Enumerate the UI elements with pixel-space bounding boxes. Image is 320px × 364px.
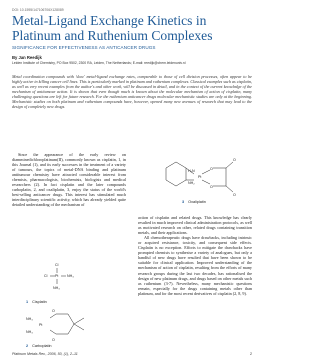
cisplatin-structure — [12, 256, 126, 298]
page-number: 2 — [250, 352, 252, 356]
article-title: Metal-Ligand Exchange Kinetics in Platinum and Ruthenium Complexes — [12, 13, 213, 43]
figure-number: 2 — [26, 344, 29, 348]
figure-name: Carboplatin — [32, 344, 52, 348]
cl-label-top: Cl — [55, 263, 59, 267]
o-label-bottom: O — [52, 338, 55, 342]
figure-caption — [26, 300, 47, 304]
figure-number: 1 — [26, 300, 29, 304]
doi: DOI: 10.1595/147106706X128089 — [12, 8, 64, 12]
article-subtitle: SIGNIFICANCE FOR EFFECTIVENESS AS ANTICANCER DRUGS — [12, 45, 156, 50]
figure-number: 3 — [182, 200, 185, 204]
carbonyl-o-bottom: O — [233, 193, 236, 197]
affiliation: Leiden Institute of Chemistry, PO Box 9502, 2300 RA, Leiden, The Netherlands; E-mail: reedijk@chem.leidenuniv.nl — [12, 61, 186, 65]
abstract: Metal coordination compounds with 'slow' metal-ligand exchange rates, comparable to those of cell division processes, often appear to be highly active in killing cancer cell lines. This is particularly marked in platinum and ruthenium complexes. Classical examples such as cisplatin, as well as very recent examples from the author's and other work, will be discussed in detail, and in the context of the current knowledge of the mechanism of antitumour action. It is shown that even though much is known about the molecular mechanism of action of cisplatin, many challenging questions are left for future research. For the ruthenium anticancer drugs molecular mechanistic studies are only at the beginning. Mechanistic studies on both platinum and ruthenium compounds have, however, opened many new avenues of research that may lead to the design of completely new drugs. — [12, 74, 252, 110]
nh2-label: NH₂ — [188, 181, 195, 185]
journal-citation: Platinum Metals Rev., 2006, 50, (1), 2–11 — [12, 352, 78, 356]
nh3-label-right: NH₃ — [67, 274, 74, 278]
figure-name: Cisplatin — [32, 300, 47, 304]
carboplatin-structure — [12, 306, 126, 346]
h2n-label: H₂N — [188, 169, 195, 173]
pt-label: Pt — [55, 274, 59, 278]
paragraph: action of cisplatin and related drugs. This knowledge has clearly resulted in much improved clinical administration protocols, as well as motivated research on other, related drugs containing transition metals, and their applications. — [138, 215, 252, 236]
figure-caption — [182, 200, 206, 204]
nh3-label-bottom: NH₃ — [26, 330, 33, 334]
left-column-top — [12, 152, 126, 208]
nh3-label-bottom: NH₃ — [53, 286, 60, 290]
carbonyl-o-top: O — [233, 158, 236, 162]
figure-oxaliplatin — [138, 150, 252, 210]
figure-name: Oxaliplatin — [188, 200, 206, 204]
right-column — [138, 215, 252, 296]
paragraph: All chemotherapeutic drugs have drawbacks, including intrinsic or acquired resistance, toxicity, and consequent side effects. Cisplatin is no exception. Efforts to mitigate the drawbacks have prompted chemists to synthesise a variety of analogues, but only a handful of new drugs have resulted that have been shown to be suitable for clinical application. Improved understanding of the mechanism of action of cisplatin, resulting from the efforts of many research groups during the last two decades, has rationalised the design of new platinum drugs, and drugs based on other metals such as ruthenium (3-7). Nevertheless, many mechanistic questions remain, especially for the drugs containing metals other than platinum, and for the most recent derivatives of cisplatin (2, 8, 9). — [138, 235, 252, 296]
cl-label-left: Cl — [44, 274, 48, 278]
paragraph: Since the appearance of the early review on diamminedichloroplatinum(II), commonly known as cisplatin, 1, in this Journal (1), and its early successes in the treatment of a variety of tumours, the topics of metal-DNA binding and platinum antitumour chemistry have attracted considerable interest from chemists, pharmacologists, biochemists, biologists and medical researchers (2). In fact cisplatin and the later compounds carboplatin, 2, and oxaliplatin, 3, enjoy the status of the world's best-selling anticancer drugs. This interest has stimulated much interdisciplinary scientific activity, which has already yielded quite detailed understanding of the mechanism of — [12, 152, 126, 208]
o-label-top: O — [210, 167, 213, 171]
figure-caption — [26, 344, 52, 348]
nh3-label-top: NH₃ — [26, 317, 33, 321]
author: By Jan Reedijk — [12, 55, 42, 60]
o-label-top: O — [52, 309, 55, 313]
pt-label: Pt — [39, 323, 43, 327]
pt-label: Pt — [198, 175, 202, 179]
page-footer — [12, 352, 252, 356]
o-label-bottom: O — [210, 185, 213, 189]
